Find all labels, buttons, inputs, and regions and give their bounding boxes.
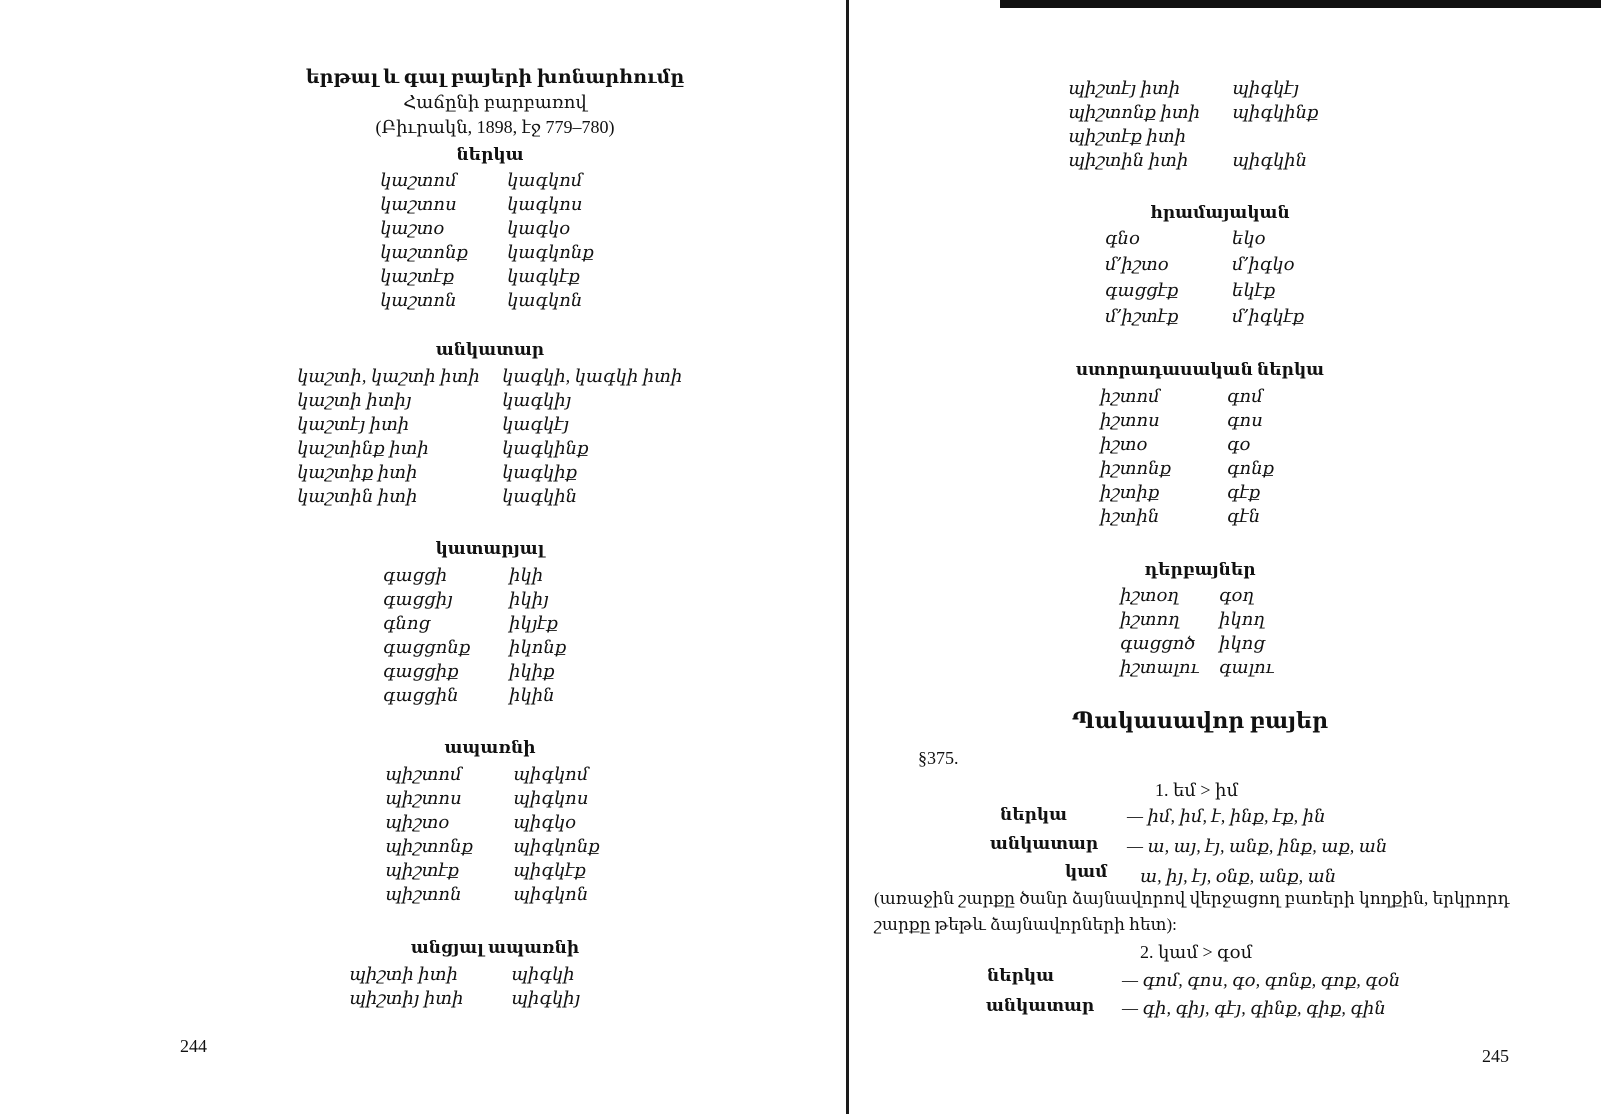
form-ertal: գնոց	[383, 613, 431, 633]
form-gal: գոմ	[1227, 386, 1263, 406]
form-ertal: գացցի	[383, 565, 448, 585]
form-ertal: պիշտոնք	[385, 836, 473, 856]
form-gal: գէն	[1227, 506, 1261, 526]
form-gal: կագկի, կագկի իտի	[502, 366, 683, 386]
form-gal: գոս	[1227, 410, 1263, 430]
form-ertal: պիշտիյ իտի	[349, 988, 464, 1008]
table-row	[297, 366, 683, 387]
table-row	[1100, 506, 1261, 527]
form-gal: իկին	[509, 685, 555, 705]
section-heading-present: ներկա	[456, 145, 524, 164]
form-ertal: իշտին	[1100, 506, 1160, 526]
table-row	[383, 613, 558, 634]
form-gal: իկյէք	[509, 613, 558, 633]
form-ertal: կաշտի, կաշտի իտի	[297, 366, 480, 386]
table-row	[385, 860, 586, 881]
form-gal: պիգկիյ	[511, 988, 581, 1008]
form-ertal: պիշտոս	[385, 788, 462, 808]
section-heading-imperfect: անկատար	[435, 340, 545, 359]
form-ertal: պիշտի իտի	[349, 964, 458, 984]
form-gal: պիգկէք	[513, 860, 586, 880]
form-gal: պիգկէյ	[1232, 78, 1299, 98]
table-row	[297, 462, 578, 483]
item1-forms-imperfect: — ա, այ, էյ, անք, ինք, աք, ան	[1127, 836, 1388, 856]
form-ertal: գացցէք	[1105, 280, 1179, 300]
table-row	[383, 685, 555, 706]
form-ertal: իշտիք	[1100, 482, 1160, 502]
form-ertal: կաշտոս	[380, 194, 457, 214]
item1-label-or: կամ	[1065, 862, 1108, 881]
form-gal: կագկիյ	[502, 390, 572, 410]
form-ertal: գացցիք	[383, 661, 459, 681]
form-ertal: գացցին	[383, 685, 459, 705]
form-ertal: իշտոմ	[1100, 386, 1160, 406]
table-row	[385, 812, 577, 833]
form-ertal: կաշտոնք	[380, 242, 468, 262]
form-ertal: կաշտօ	[380, 218, 445, 238]
table-row	[297, 390, 572, 411]
table-row	[1105, 280, 1276, 301]
form-gal: պիգկոնք	[513, 836, 600, 856]
form-gal: գէք	[1227, 482, 1261, 502]
form-gal: իկոց	[1219, 633, 1265, 653]
book-spine	[846, 0, 849, 1114]
form-gal: պիգկի	[511, 964, 575, 984]
item2-title: 2. կամ > գօմ	[1140, 942, 1253, 962]
form-ertal: պիշտին իտի	[1068, 150, 1189, 170]
item2-label-present: ներկա	[987, 966, 1055, 985]
form-ertal: իշտօ	[1100, 434, 1148, 454]
table-row	[349, 964, 575, 985]
table-row	[297, 486, 578, 507]
section-heading-imperative: հրամայական	[1150, 203, 1290, 222]
table-row	[349, 988, 581, 1009]
form-gal: մ՚իգկէք	[1232, 306, 1305, 326]
form-gal: կագկոմ	[507, 170, 583, 190]
form-gal: գօղ	[1219, 585, 1254, 605]
table-row	[1120, 609, 1265, 630]
table-row	[380, 266, 580, 287]
table-row	[1100, 386, 1263, 407]
form-ertal: պիշտոն	[385, 884, 462, 904]
form-gal: իկիյ	[509, 589, 549, 609]
table-row	[383, 661, 555, 682]
table-row	[385, 764, 589, 785]
form-ertal: պիշտէք իտի	[1068, 126, 1187, 146]
table-row	[385, 788, 589, 809]
form-ertal: կաշտէյ իտի	[297, 414, 410, 434]
form-gal: գոնք	[1227, 458, 1275, 478]
form-gal: գօ	[1227, 434, 1251, 454]
table-row	[1068, 102, 1319, 123]
form-gal: պիգկին	[1232, 150, 1308, 170]
form-ertal: իշտալու	[1120, 657, 1200, 677]
item1-label-present: ներկա	[1000, 805, 1068, 824]
table-row	[383, 565, 544, 586]
form-ertal: կաշտէք	[380, 266, 455, 286]
form-gal: պիգկոմ	[513, 764, 589, 784]
form-gal: պիգկոս	[513, 788, 589, 808]
item1-forms-alt: ա, իյ, էյ, օնք, անք, ան	[1140, 866, 1337, 886]
table-row	[1105, 228, 1266, 249]
table-row	[1120, 633, 1265, 654]
form-gal: եկէք	[1232, 280, 1276, 300]
page-number-left: 244	[180, 1036, 207, 1056]
left-page-subtitle-2: (Բիւրակն, 1898, էջ 779–780)	[375, 117, 615, 137]
form-gal: իկոնք	[509, 637, 567, 657]
table-row	[297, 414, 569, 435]
form-ertal: կաշտիք իտի	[297, 462, 418, 482]
section-heading-aorist: կատարյալ	[435, 539, 545, 558]
form-ertal: գնօ	[1105, 228, 1140, 248]
form-gal: իկիք	[509, 661, 555, 681]
form-gal: կագկէք	[507, 266, 580, 286]
item1-note: (առաջին շարքը ծանր ձայնավորով վերջացող բառերի կողքին, երկրորդ շարքը թեթև ձայնավորների հետ):	[874, 889, 1510, 934]
item1-label-imperfect: անկատար	[990, 834, 1099, 853]
section-mark: §375.	[918, 748, 959, 768]
table-row	[297, 438, 589, 459]
form-gal: կագկինք	[502, 438, 589, 458]
item1-title: 1. եմ > իմ	[1155, 780, 1239, 800]
form-ertal: պիշտոմ	[385, 764, 462, 784]
table-row	[1100, 458, 1275, 479]
table-row	[1120, 657, 1275, 678]
form-ertal: իշտօղ	[1120, 585, 1179, 605]
form-ertal: կաշտինք իտի	[297, 438, 429, 458]
form-gal: կագկոն	[507, 290, 583, 310]
form-ertal: պիշտէյ իտի	[1068, 78, 1181, 98]
table-row	[1100, 410, 1263, 431]
table-row	[380, 242, 594, 263]
table-row	[1068, 78, 1299, 99]
table-row	[1068, 126, 1186, 147]
form-ertal: գացցոնք	[383, 637, 471, 657]
form-gal: իկի	[509, 565, 544, 585]
table-row	[1068, 150, 1308, 171]
table-row	[1105, 254, 1295, 275]
form-ertal: պիշտէք	[385, 860, 460, 880]
item2-label-imperfect: անկատար	[986, 996, 1095, 1015]
item2-forms-imperfect: — գի, գիյ, գէյ, գինք, գիք, գին	[1122, 998, 1386, 1018]
form-gal: պիգկօ	[513, 812, 577, 832]
left-page-title: երթալ և գալ բայերի խոնարհումը	[305, 67, 685, 88]
table-row	[1100, 434, 1251, 455]
table-row	[385, 836, 600, 857]
form-ertal: կաշտոմ	[380, 170, 457, 190]
form-ertal: գացցիյ	[383, 589, 453, 609]
table-row	[383, 637, 567, 658]
form-ertal: կաշտի իտիյ	[297, 390, 412, 410]
form-gal: իկող	[1219, 609, 1265, 629]
form-ertal: իշտոնք	[1100, 458, 1172, 478]
table-row	[385, 884, 589, 905]
left-page-subtitle-1: Հաճընի բարբառով	[403, 92, 587, 112]
section-heading-subjunctive: ստորադասական ներկա	[1075, 360, 1325, 379]
section-heading-participles: դերբայներ	[1144, 560, 1256, 579]
form-gal: պիգկոն	[513, 884, 589, 904]
table-row	[1100, 482, 1261, 503]
form-ertal: կաշտոն	[380, 290, 457, 310]
table-row	[380, 218, 571, 239]
table-row	[1120, 585, 1254, 606]
form-gal: կագկիք	[502, 462, 578, 482]
table-row	[1105, 306, 1305, 327]
form-gal: գալու	[1219, 657, 1275, 677]
form-gal: կագկէյ	[502, 414, 569, 434]
right-page	[850, 0, 1601, 1114]
form-gal: կագկոնք	[507, 242, 594, 262]
form-gal: կագկոս	[507, 194, 583, 214]
table-row	[380, 290, 583, 311]
form-ertal: մ՚իշտօ	[1105, 254, 1169, 274]
form-gal: պիգկինք	[1232, 102, 1319, 122]
form-gal: եկօ	[1232, 228, 1266, 248]
defective-verbs-heading: Պակասավոր բայեր	[1071, 708, 1329, 733]
form-gal: մ՚իգկօ	[1232, 254, 1295, 274]
form-ertal: իշտող	[1120, 609, 1180, 629]
section-heading-past-future: անցյալ ապառնի	[410, 938, 580, 957]
item1-forms-present: — իմ, իմ, է, ինք, էք, ին	[1127, 806, 1326, 826]
form-ertal: իշտոս	[1100, 410, 1160, 430]
table-row	[380, 170, 583, 191]
form-ertal: մ՚իշտէք	[1105, 306, 1179, 326]
page-number-right: 245	[1482, 1046, 1509, 1066]
form-gal: կագկին	[502, 486, 578, 506]
form-ertal: գացցոծ	[1120, 633, 1196, 653]
form-gal: կագկօ	[507, 218, 571, 238]
item2-forms-present: — գոմ, գոս, գօ, գոնք, գոք, գօն	[1122, 970, 1401, 990]
form-ertal: պիշտօ	[385, 812, 450, 832]
form-ertal: պիշտոնք իտի	[1068, 102, 1201, 122]
form-ertal: կաշտին իտի	[297, 486, 418, 506]
table-row	[380, 194, 583, 215]
table-row	[383, 589, 549, 610]
section-heading-future: ապառնի	[444, 738, 536, 757]
